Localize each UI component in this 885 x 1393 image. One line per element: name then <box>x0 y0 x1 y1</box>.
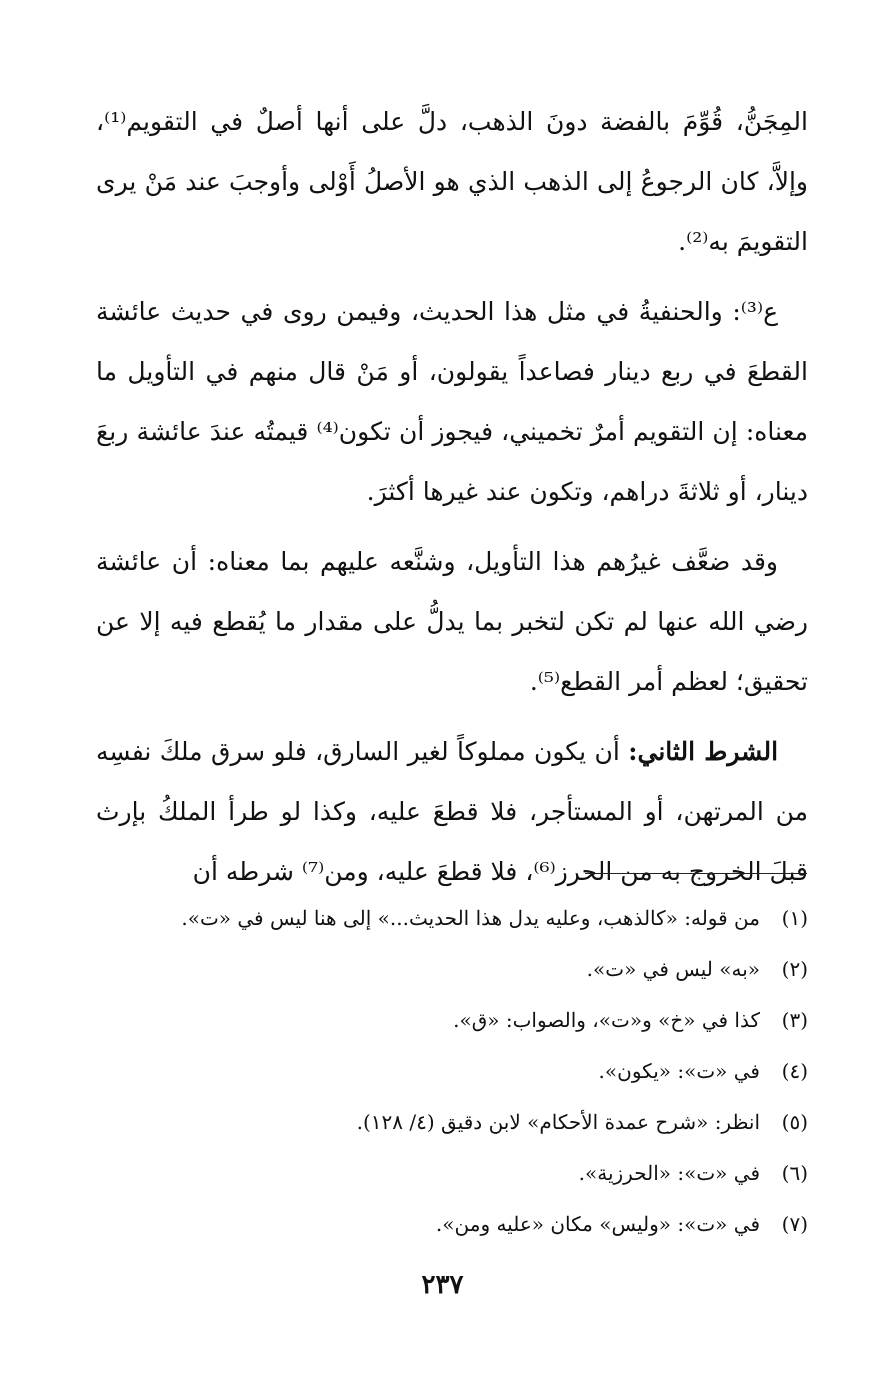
paragraph-2-line-3: التأويل ما معناه: إن التقويم أمرٌ تخميني، فيجوز أن تكون⁽⁴⁾ قيمتُه عندَ <box>96 357 808 446</box>
paragraph-4-line-3: بإرث قبلَ الخروج به من الحرز⁽⁶⁾، فلا قطعَ عليه، ومن⁽⁷⁾ شرطه أن <box>96 797 808 886</box>
paragraph-1-line-1: المِجَنُّ، قُوِّمَ بالفضة دونَ الذهب، دلَّ على أنها أصلٌ في التقويم⁽¹⁾، <box>96 107 808 136</box>
footnote-number: (٤) <box>781 1059 808 1083</box>
paragraph-2-line-1: ع⁽³⁾: والحنفيةُ في مثل هذا الحديث، وفيمن روى في حديث <box>170 297 779 326</box>
footnote-number: (٥) <box>781 1110 808 1134</box>
footnote-number: (٦) <box>781 1161 808 1185</box>
footnote-text: كذا في «خ» و«ت»، والصواب: «ق». <box>453 1008 760 1032</box>
footnote-number: (٧) <box>781 1212 808 1236</box>
footnote-text: «به» ليس في «ت». <box>586 957 760 981</box>
footnote-number: (٢) <box>781 957 808 981</box>
footnote-text: من قوله: «كالذهب، وعليه يدل هذا الحديث...» إلى هنا ليس في «ت». <box>181 906 760 930</box>
condition-heading: الشرط الثاني: <box>628 737 779 766</box>
footnote-separator <box>585 873 807 874</box>
footnote-number: (١) <box>781 906 808 930</box>
paragraph-4 <box>96 722 808 902</box>
paragraph-3 <box>96 532 808 712</box>
footnote-3 <box>96 995 808 1046</box>
footnotes <box>96 893 808 1250</box>
footnote-7 <box>96 1199 808 1250</box>
footnote-6 <box>96 1148 808 1199</box>
paragraph-1-line-2: وإلاَّ، كان الرجوعُ إلى الذهب الذي هو الأصلُ أَوْلى وأوجبَ عند مَنْ <box>144 167 809 196</box>
main-text <box>96 92 808 912</box>
paragraph-2-line-4: عائشة ربعَ دينار، أو ثلاثةَ دراهم، وتكون عند غيرها أكثرَ. <box>96 417 808 506</box>
paragraph-3-line-1: وقد ضعَّف غيرُهم هذا التأويل، وشنَّعه عليهم بما معناه: أن <box>171 547 778 576</box>
page-number: ٢٣٧ <box>421 1270 464 1300</box>
footnote-2 <box>96 944 808 995</box>
paragraph-1-line-3: يرى التقويمَ به⁽²⁾. <box>96 167 808 256</box>
paragraph-1 <box>96 92 808 272</box>
footnote-1 <box>96 893 808 944</box>
footnote-5 <box>96 1097 808 1148</box>
footnote-text: في «ت»: «يكون». <box>598 1059 760 1083</box>
footnote-number: (٣) <box>781 1008 808 1032</box>
footnote-text: في «ت»: «وليس» مكان «عليه ومن». <box>435 1212 760 1236</box>
paragraph-2 <box>96 282 808 522</box>
paragraph-3-line-2: عائشة رضي الله عنها لم تكن لتخبر بما يدلُّ على مقدار ما يُقطع فيه إلا <box>96 547 808 636</box>
footnote-text: في «ت»: «الحرزية». <box>578 1161 760 1185</box>
footnote-4 <box>96 1046 808 1097</box>
paragraph-4-line-2: نفسِه من المرتهن، أو المستأجر، فلا قطعَ عليه، وكذا لو طرأ الملكُ <box>96 737 808 826</box>
paragraph-3-line-3: عن تحقيق؛ لعظم أمر القطع⁽⁵⁾. <box>96 607 808 696</box>
paragraph-2-line-2: عائشة القطعَ في ربع دينار فصاعداً يقولون، أو مَنْ قال منهم في <box>96 297 808 386</box>
footnote-text: انظر: «شرح عمدة الأحكام» لابن دقيق (٤/ ١٢٨). <box>356 1110 760 1134</box>
paragraph-4-line-1: أن يكون مملوكاً لغير السارق، فلو سرق ملكَ <box>159 737 629 766</box>
